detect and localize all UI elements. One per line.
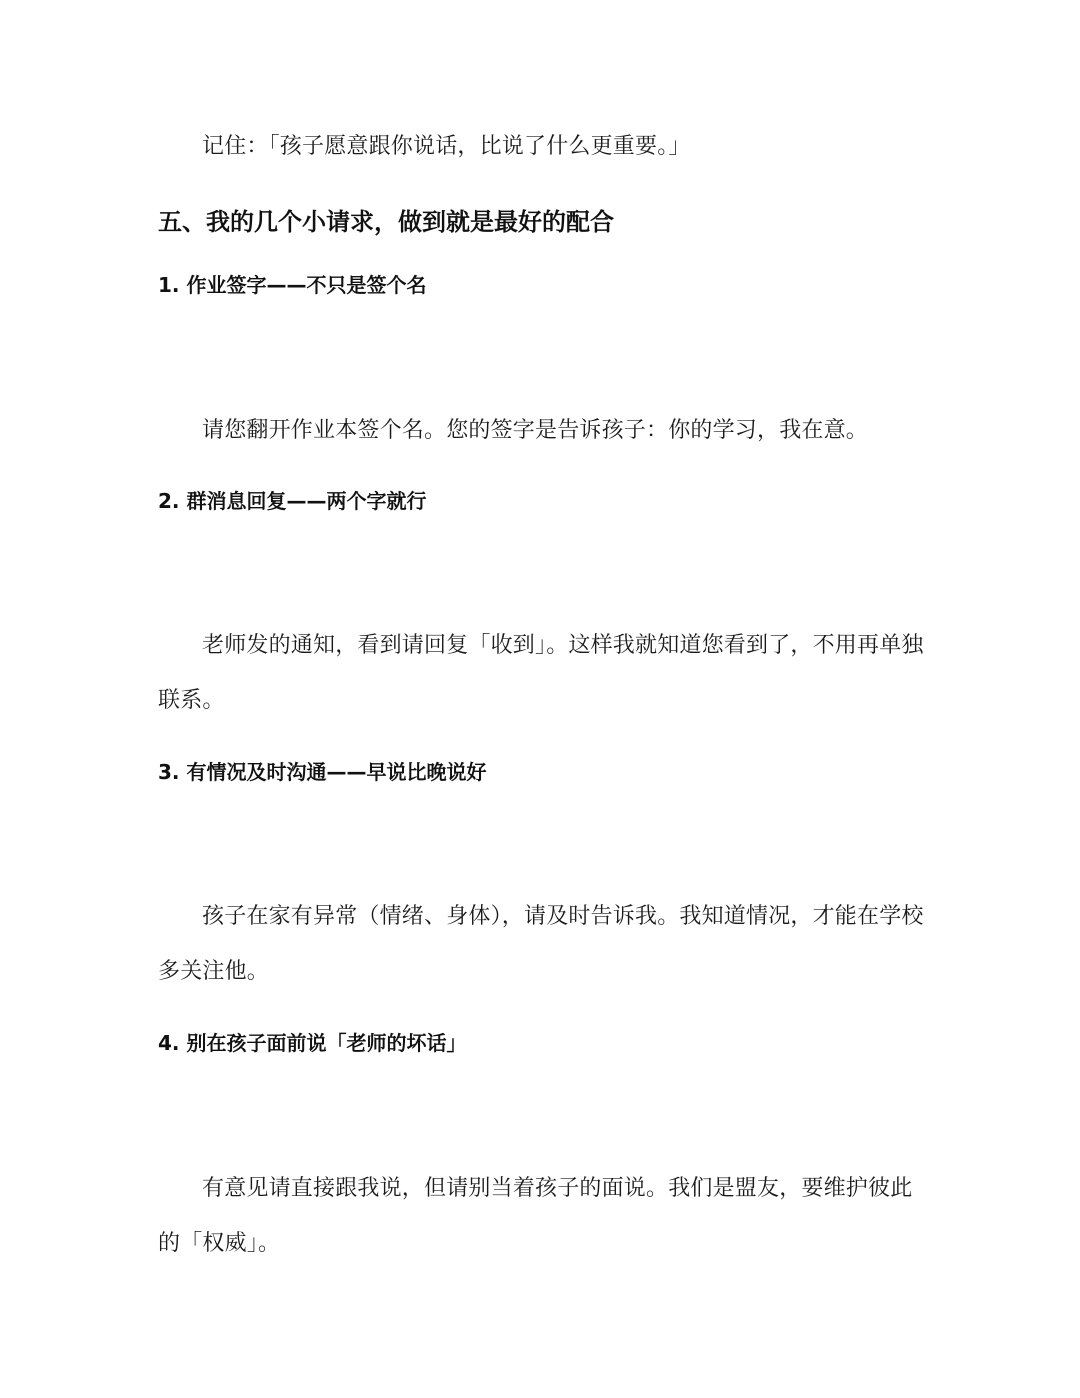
item-heading-3: 3. 有情况及时沟通——早说比晚说好 <box>158 760 487 784</box>
item-text-3: 孩子在家有异常（情绪、身体），请及时告诉我。我知道情况，才能在学校多关注他。 <box>158 904 924 984</box>
item-heading-2: 2. 群消息回复——两个字就行 <box>158 489 427 513</box>
section-heading: 五、我的几个小请求，做到就是最好的配合 <box>158 208 614 236</box>
item-heading-1: 1. 作业签字——不只是签个名 <box>158 273 427 297</box>
item-heading-4: 4. 别在孩子面前说「老师的坏话」 <box>158 1031 467 1055</box>
item-text-4: 有意见请直接跟我说，但请别当着孩子的面说。我们是盟友，要维护彼此的「权威」。 <box>158 1176 913 1256</box>
item-text-1: 请您翻开作业本签个名。您的签字是告诉孩子：你的学习，我在意。 <box>202 418 869 443</box>
intro-note: 记住：「孩子愿意跟你说话，比说了什么更重要。」 <box>202 134 691 159</box>
item-text-2: 老师发的通知，看到请回复「收到」。这样我就知道您看到了，不用再单独联系。 <box>158 633 924 713</box>
